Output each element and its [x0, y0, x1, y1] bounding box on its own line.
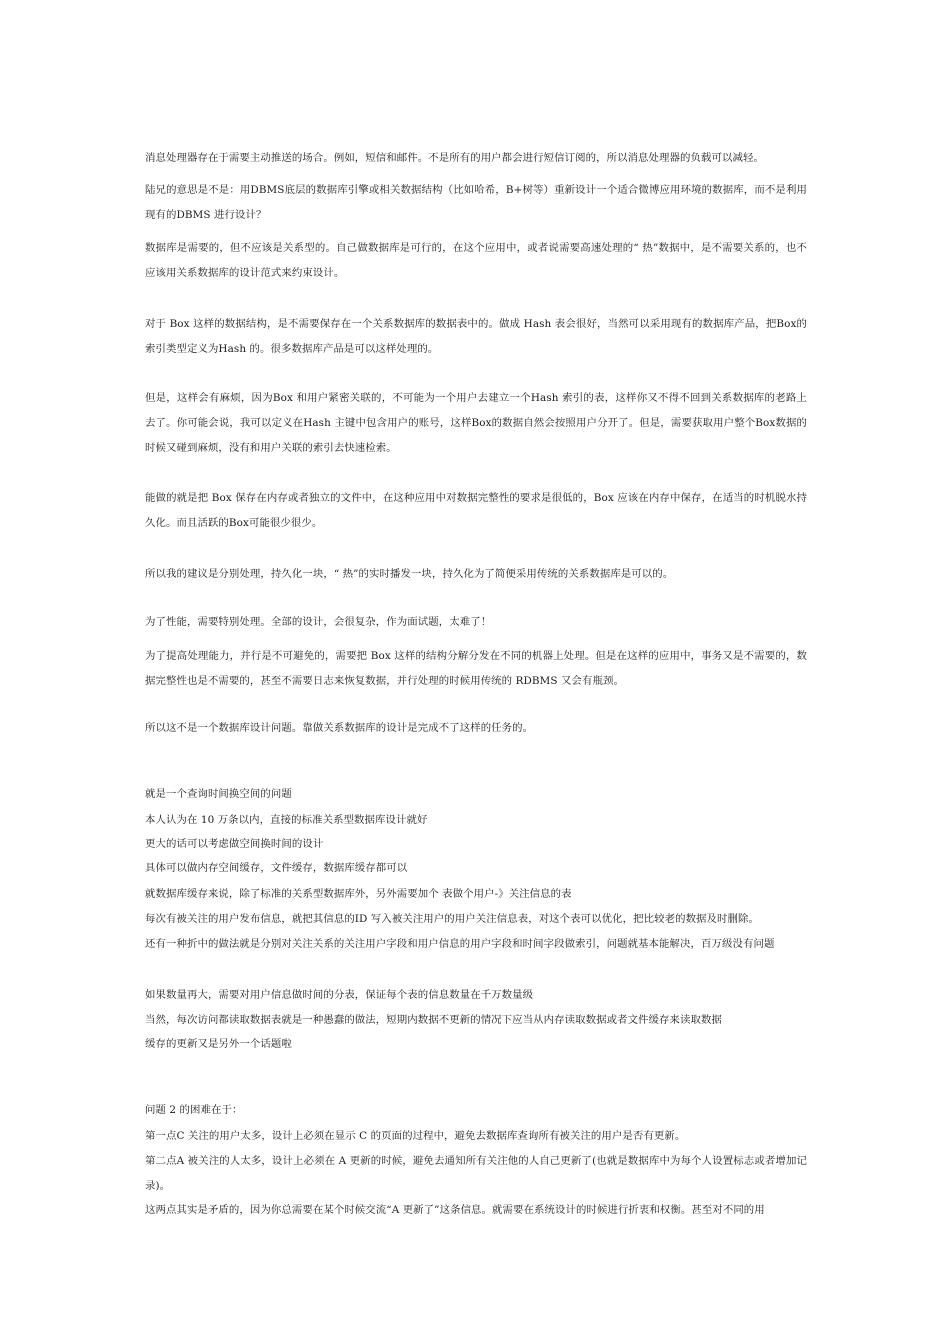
paragraph: 所以我的建议是分别处理，持久化一块，“ 热”的实时播发一块，持久化为了简便采用传统的关系数据库是可以的。 — [145, 568, 674, 580]
paragraph: 为了提高处理能力，并行是不可避免的，需要把 Box 这样的结构分解分发在不同的机器上处理。但是在这样的应用中，事务又是不需要的，数据完整性也是不需要的，甚至不需要日志来恢复数据，并行处理的时候用传统的 RDBMS 又会有瓶颈。 — [145, 650, 807, 687]
paragraph: 每次有被关注的用户发布信息，就把其信息的ID 写入被关注用户的用户关注信息表，对这个表可以优化，把比较老的数据及时删除。 — [145, 913, 759, 925]
paragraph: 问题 2 的困难在于： — [145, 1104, 243, 1116]
paragraph: 本人认为在 10 万条以内，直接的标准关系型数据库设计就好 — [145, 814, 428, 826]
paragraph: 所以这不是一个数据库设计问题。靠做关系数据库的设计是完成不了这样的任务的。 — [145, 722, 534, 734]
paragraph: 第一点C 关注的用户太多，设计上必须在显示 C 的页面的过程中，避免去数据库查询所有被关注的用户是否有更新。 — [145, 1130, 686, 1142]
paragraph: 但是，这样会有麻烦，因为Box 和用户紧密关联的，不可能为一个用户去建立一个Hash 索引的表，这样你又不得不回到关系数据库的老路上去了。你可能会说，我可以定义在Hash 主键中包含用户的账号，这样Box的数据自然会按照用户分开了。但是，需要获取用户整个Box数据的时候又碰到麻烦，没有和用户关联的索引去快速检索。 — [145, 392, 807, 454]
paragraph: 消息处理器存在于需要主动推送的场合。例如，短信和邮件。不是所有的用户都会进行短信订阅的，所以消息处理器的负载可以减轻。 — [145, 152, 764, 164]
paragraph: 如果数量再大，需要对用户信息做时间的分表，保证每个表的信息数量在千万数量级 — [145, 989, 534, 1001]
paragraph: 能做的就是把 Box 保存在内存或者独立的文件中，在这种应用中对数据完整性的要求是很低的，Box 应该在内存中保存，在适当的时机脱水持久化。而且活跃的Box可能很少很少。 — [145, 492, 807, 529]
paragraph: 当然，每次访问都读取数据表就是一种愚蠢的做法，短期内数据不更新的情况下应当从内存读取数据或者文件缓存来读取数据 — [145, 1014, 722, 1026]
paragraph: 还有一种折中的做法就是分别对关注关系的关注用户字段和用户信息的用户字段和时间字段做索引，问题就基本能解决，百万级没有问题 — [145, 938, 775, 950]
paragraph: 数据库是需要的，但不应该是关系型的。自己做数据库是可行的，在这个应用中，或者说需要高速处理的“ 热”数据中，是不需要关系的，也不应该用关系数据库的设计范式来约束设计。 — [145, 242, 807, 279]
paragraph: 这两点其实是矛盾的，因为你总需要在某个时候交流“A 更新了”这条信息。就需要在系统设计的时候进行折衷和权衡。甚至对不同的用 — [145, 1204, 765, 1216]
paragraph: 就是一个查询时间换空间的问题 — [145, 788, 292, 800]
paragraph: 为了性能，需要特别处理。全部的设计，会很复杂，作为面试题，太难了！ — [145, 616, 492, 628]
paragraph: 就数据库缓存来说，除了标准的关系型数据库外，另外需要加个 表做个用户-》关注信息的表 — [145, 888, 572, 900]
paragraph: 陆兄的意思是不是：用DBMS底层的数据库引擎或相关数据结构（比如哈希，B+树等）重新设计一个适合微博应用环境的数据库，而不是利用现有的DBMS 进行设计？ — [145, 184, 807, 221]
paragraph: 第二点A 被关注的人太多，设计上必须在 A 更新的时候，避免去通知所有关注他的人自己更新了(也就是数据库中为每个人设置标志或者增加记录)。 — [145, 1155, 807, 1192]
paragraph: 缓存的更新又是另外一个话题啦 — [145, 1038, 292, 1050]
paragraph: 对于 Box 这样的数据结构，是不需要保存在一个关系数据库的数据表中的。做成 Hash 表会很好，当然可以采用现有的数据库产品，把Box的索引类型定义为Hash 的。很多数据库产品是可以这样处理的。 — [145, 318, 807, 355]
paragraph: 更大的话可以考虑做空间换时间的设计 — [145, 838, 324, 850]
paragraph: 具体可以做内存空间缓存，文件缓存，数据库缓存都可以 — [145, 862, 408, 874]
